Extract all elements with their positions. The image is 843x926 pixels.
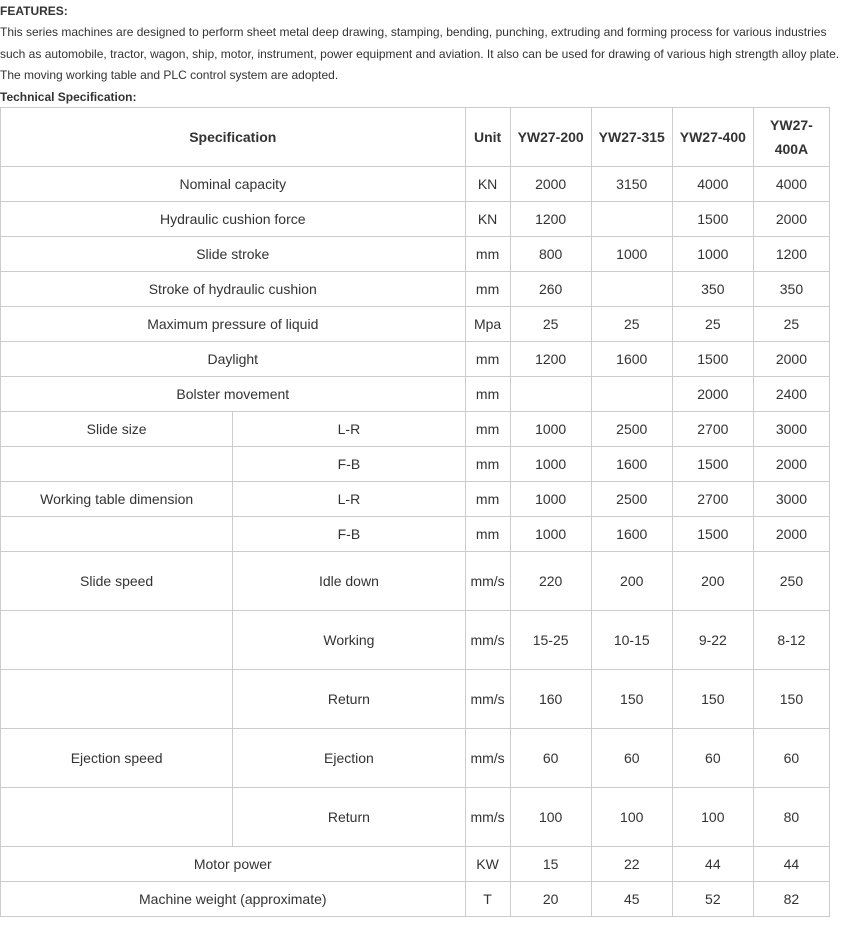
spec-table-body (1, 107, 830, 916)
spec-label: Slide stroke (1, 236, 466, 271)
table-row (1, 201, 830, 236)
unit-cell: mm (465, 341, 510, 376)
spec-group: Slide speed (1, 551, 233, 610)
table-row (1, 669, 830, 728)
unit-cell: Mpa (465, 306, 510, 341)
unit-cell: KN (465, 166, 510, 201)
table-row (1, 481, 830, 516)
spec-sub: F-B (233, 446, 465, 481)
spec-group: Working table dimension (1, 481, 233, 516)
value-cell: 2000 (672, 376, 753, 411)
tech-spec-title: Technical Specification: (0, 89, 137, 104)
header-model-2: YW27-315 (591, 107, 672, 166)
value-cell: 4000 (672, 166, 753, 201)
table-row (1, 236, 830, 271)
value-cell: 1000 (591, 236, 672, 271)
value-cell: 1500 (672, 446, 753, 481)
value-cell: 2700 (672, 481, 753, 516)
spec-sub: Ejection (233, 728, 465, 787)
spec-label: Stroke of hydraulic cushion (1, 271, 466, 306)
value-cell: 25 (753, 306, 829, 341)
value-cell: 60 (672, 728, 753, 787)
unit-cell: T (465, 881, 510, 916)
spec-label: Daylight (1, 341, 466, 376)
spec-group (1, 669, 233, 728)
spec-label: Bolster movement (1, 376, 466, 411)
table-row (1, 271, 830, 306)
table-row (1, 728, 830, 787)
value-cell: 100 (591, 787, 672, 846)
table-row (1, 446, 830, 481)
header-model-3: YW27-400 (672, 107, 753, 166)
spec-sub: F-B (233, 516, 465, 551)
value-cell: 2500 (591, 481, 672, 516)
header-unit: Unit (465, 107, 510, 166)
value-cell (591, 271, 672, 306)
value-cell: 2400 (753, 376, 829, 411)
table-row (1, 516, 830, 551)
value-cell: 200 (591, 551, 672, 610)
table-row (1, 411, 830, 446)
table-row (1, 610, 830, 669)
unit-cell: mm (465, 411, 510, 446)
value-cell: 1000 (510, 446, 591, 481)
spec-label: Nominal capacity (1, 166, 466, 201)
table-row (1, 551, 830, 610)
table-row (1, 881, 830, 916)
value-cell: 1500 (672, 341, 753, 376)
value-cell: 25 (672, 306, 753, 341)
value-cell: 100 (510, 787, 591, 846)
spec-sub: Return (233, 787, 465, 846)
spec-sub: L-R (233, 481, 465, 516)
spec-group (1, 516, 233, 551)
value-cell: 10-15 (591, 610, 672, 669)
table-row (1, 166, 830, 201)
value-cell: 1000 (510, 516, 591, 551)
spec-label: Machine weight (approximate) (1, 881, 466, 916)
value-cell: 1500 (672, 201, 753, 236)
table-row (1, 787, 830, 846)
spec-sub: Return (233, 669, 465, 728)
value-cell: 2000 (753, 516, 829, 551)
value-cell: 44 (672, 846, 753, 881)
value-cell: 52 (672, 881, 753, 916)
value-cell: 1000 (510, 481, 591, 516)
value-cell: 200 (672, 551, 753, 610)
value-cell: 160 (510, 669, 591, 728)
value-cell: 2000 (510, 166, 591, 201)
value-cell: 15-25 (510, 610, 591, 669)
unit-cell: mm/s (465, 787, 510, 846)
spec-sub: Idle down (233, 551, 465, 610)
value-cell: 25 (510, 306, 591, 341)
value-cell: 150 (672, 669, 753, 728)
value-cell: 1500 (672, 516, 753, 551)
header-model-4: YW27-400A (753, 107, 829, 166)
value-cell: 1000 (672, 236, 753, 271)
value-cell: 60 (753, 728, 829, 787)
table-row (1, 341, 830, 376)
unit-cell: mm (465, 516, 510, 551)
value-cell: 9-22 (672, 610, 753, 669)
header-model-1: YW27-200 (510, 107, 591, 166)
unit-cell: mm (465, 271, 510, 306)
value-cell: 3000 (753, 481, 829, 516)
spec-sub: Working (233, 610, 465, 669)
unit-cell: mm/s (465, 551, 510, 610)
spec-group: Slide size (1, 411, 233, 446)
unit-cell: mm/s (465, 610, 510, 669)
value-cell: 1200 (510, 201, 591, 236)
value-cell: 3000 (753, 411, 829, 446)
value-cell: 82 (753, 881, 829, 916)
unit-cell: mm/s (465, 669, 510, 728)
value-cell: 260 (510, 271, 591, 306)
table-row (1, 306, 830, 341)
value-cell: 1200 (510, 341, 591, 376)
features-text: This series machines are designed to perform sheet metal deep drawing, stamping, bending, punching, extruding and forming process for various industries such as automobile, tractor, wagon, ship, motor, instrument, power equipment and aviation. It also can be used for drawing of various high strength alloy plate. The moving working table and PLC control system are adopted. (0, 25, 840, 82)
value-cell (591, 201, 672, 236)
spec-group (1, 787, 233, 846)
value-cell: 22 (591, 846, 672, 881)
value-cell: 150 (591, 669, 672, 728)
value-cell: 150 (753, 669, 829, 728)
value-cell: 1200 (753, 236, 829, 271)
table-header-row (1, 107, 830, 166)
unit-cell: mm/s (465, 728, 510, 787)
value-cell: 4000 (753, 166, 829, 201)
value-cell: 25 (591, 306, 672, 341)
value-cell: 60 (510, 728, 591, 787)
unit-cell: mm (465, 481, 510, 516)
unit-cell: KN (465, 201, 510, 236)
value-cell: 250 (753, 551, 829, 610)
value-cell: 80 (753, 787, 829, 846)
value-cell: 1000 (510, 411, 591, 446)
spec-label: Motor power (1, 846, 466, 881)
value-cell: 2700 (672, 411, 753, 446)
value-cell: 60 (591, 728, 672, 787)
value-cell: 1600 (591, 341, 672, 376)
unit-cell: mm (465, 446, 510, 481)
value-cell: 100 (672, 787, 753, 846)
spec-table (0, 107, 830, 917)
unit-cell: mm (465, 376, 510, 411)
value-cell: 44 (753, 846, 829, 881)
spec-group: Ejection speed (1, 728, 233, 787)
spec-sub: L-R (233, 411, 465, 446)
value-cell: 800 (510, 236, 591, 271)
value-cell: 3150 (591, 166, 672, 201)
value-cell: 1600 (591, 446, 672, 481)
value-cell: 350 (753, 271, 829, 306)
unit-cell: KW (465, 846, 510, 881)
value-cell: 2500 (591, 411, 672, 446)
table-row (1, 846, 830, 881)
value-cell: 20 (510, 881, 591, 916)
unit-cell: mm (465, 236, 510, 271)
spec-group (1, 610, 233, 669)
features-title: FEATURES: (0, 4, 68, 18)
value-cell: 8-12 (753, 610, 829, 669)
value-cell: 2000 (753, 341, 829, 376)
value-cell: 220 (510, 551, 591, 610)
value-cell: 15 (510, 846, 591, 881)
spec-group (1, 446, 233, 481)
value-cell (591, 376, 672, 411)
value-cell: 1600 (591, 516, 672, 551)
spec-label: Maximum pressure of liquid (1, 306, 466, 341)
value-cell: 350 (672, 271, 753, 306)
value-cell: 2000 (753, 201, 829, 236)
value-cell (510, 376, 591, 411)
header-spec: Specification (1, 107, 466, 166)
value-cell: 45 (591, 881, 672, 916)
spec-label: Hydraulic cushion force (1, 201, 466, 236)
table-row (1, 376, 830, 411)
value-cell: 2000 (753, 446, 829, 481)
